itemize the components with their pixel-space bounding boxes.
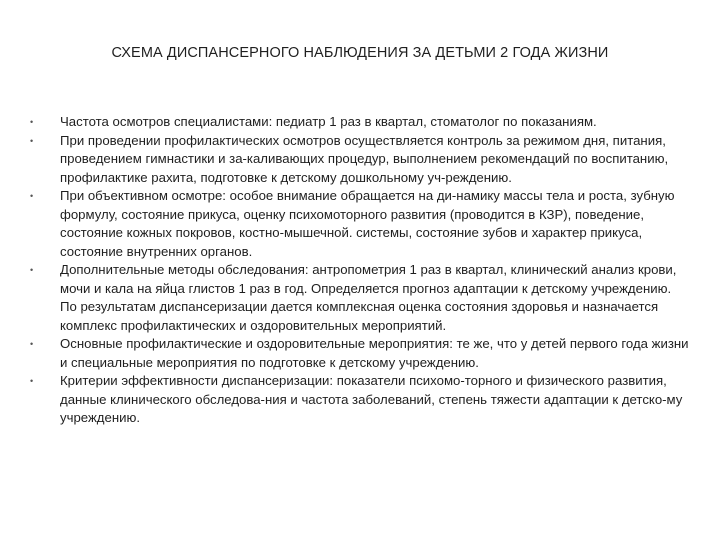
list-item [30, 187, 690, 261]
list-item-text: При объективном осмотре: особое внимание обращается на ди-намику массы тела и роста, зубную формулу, состояние прикуса, оценку психомоторного развития (проводится в КЗР), поведение, состояние кожных покровов, костно-мышечной. системы, состояние зубов и характер прикуса, состояние внутренних органов. [60, 188, 675, 259]
list-item-text: Дополнительные методы обследования: антропометрия 1 раз в квартал, клинический анализ крови, мочи и кала на яйца глистов 1 раз в год. Определяется прогноз адаптации к детскому учреждению. По результатам диспансеризации дается комплексная оценка состояния здоровья и назначается комплекс профилактических и оздоровительных мероприятий. [60, 262, 677, 333]
slide-title: СХЕМА ДИСПАНСЕРНОГО НАБЛЮДЕНИЯ ЗА ДЕТЬМИ 2 ГОДА ЖИЗНИ [111, 45, 609, 61]
list-item-text: Критерии эффективности диспансеризации: показатели психомо-торного и физического развития, данные клинического обследова-ния и частота заболеваний, степень тяжести адаптации к детско-му учреждению. [60, 373, 683, 425]
list-item-text: Основные профилактические и оздоровительные мероприятия: те же, что у детей первого года жизни и специальные мероприятия по подготовке к детскому учреждению. [60, 336, 689, 370]
list-item-text: Частота осмотров специалистами: педиатр 1 раз в квартал, стоматолог по показаниям. [60, 114, 597, 129]
list-item [30, 335, 690, 372]
list-item [30, 113, 690, 132]
bullet-list [30, 113, 690, 428]
list-item-text: При проведении профилактических осмотров осуществляется контроль за режимом дня, питания, проведением гимнастики и за-каливающих процедур, выполнением рекомендаций по воспитанию, профилактике рахита, подготовке к детскому дошкольному уч-реждению. [60, 132, 669, 185]
bullet-icon: • [30, 135, 34, 146]
list-item [30, 261, 690, 335]
list-item [30, 372, 690, 428]
bullet-icon: • [30, 339, 34, 349]
bullet-icon: • [30, 376, 34, 386]
bullet-icon: • [30, 265, 34, 275]
list-item [30, 132, 690, 188]
bullet-icon: • [30, 117, 34, 127]
bullet-icon: • [30, 191, 34, 201]
